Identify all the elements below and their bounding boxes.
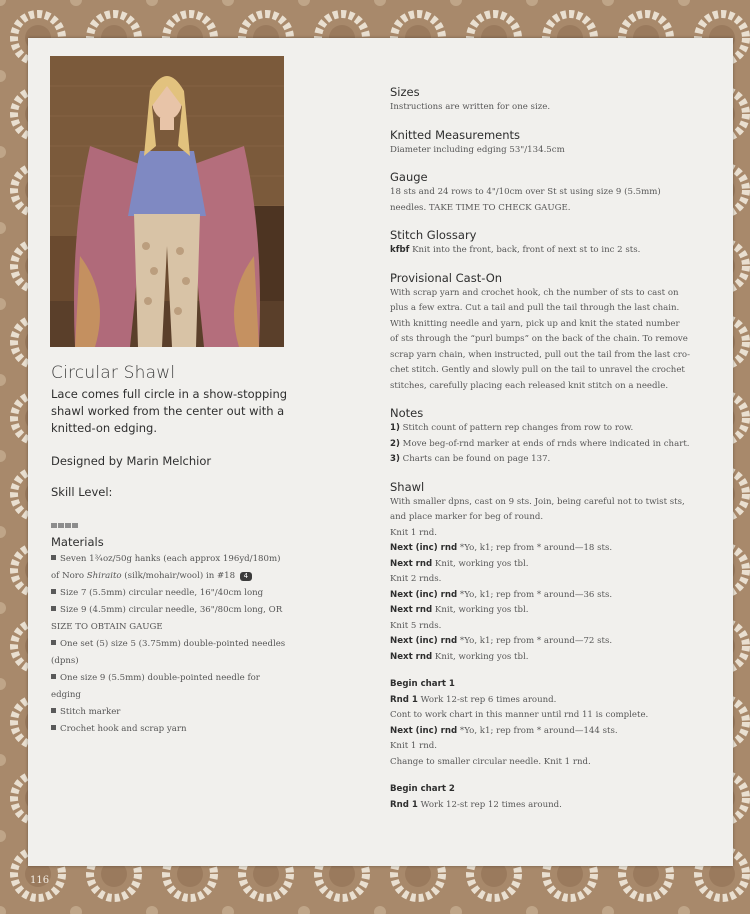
list-item: Size 7 (5.5mm) circular needle, 16"/40cm long — [51, 585, 313, 602]
skill-box-icon — [58, 523, 64, 528]
bullet-square-icon — [51, 640, 56, 645]
bullet-square-icon — [51, 606, 56, 611]
bullet-square-icon — [51, 708, 56, 713]
designer-credit: Designed by Marin Melchior — [51, 454, 212, 468]
notes-section — [390, 405, 720, 468]
chart2-heading: Begin chart 2 — [390, 784, 455, 794]
section-heading: Stitch Glossary — [390, 228, 477, 242]
sizes-section: Sizes Instructions are written for one size. — [390, 84, 720, 116]
cast-on-section: Provisional Cast-On With scrap yarn and crochet hook, ch the number of sts to cast on plus a few extra. Cut a tail and pull the tail through the last chain. With knitting needle and yarn, pick up and knit the stated number of sts through the “purl bumps” on the back of the chain. To remove scrap yarn chain, when instructed, pull out the tail from the last cro- chet stitch. Gently and slowly pull on the tail to unravel the crochet stitches, carefully placing each released knit stitch on a needle. — [390, 270, 720, 395]
skill-level-label: Skill Level: — [51, 485, 113, 499]
pattern-deck: Lace comes full circle in a show-stopping shawl worked from the center out with a knitted-on edging. — [51, 387, 288, 435]
model-photo — [50, 56, 284, 347]
list-item: One size 9 (5.5mm) double-pointed needle for edging — [51, 673, 260, 700]
section-heading: Provisional Cast-On — [390, 270, 503, 285]
list-item: Crochet hook and scrap yarn — [51, 721, 313, 738]
bullet-square-icon — [51, 555, 56, 560]
list-item: One set (5) size 5 (3.75mm) double-pointed needles (dpns) — [51, 639, 286, 666]
skill-level-indicator — [51, 513, 321, 521]
bullet-square-icon — [51, 725, 56, 730]
list-item: 2) Move beg-of-rnd marker at ends of rnds where indicated in chart. — [390, 438, 690, 449]
list-item: Stitch marker — [51, 704, 313, 721]
pattern-title: Circular Shawl — [51, 363, 176, 383]
materials-heading: Materials — [51, 535, 104, 549]
section-heading: Gauge — [390, 170, 428, 184]
chart1-heading: Begin chart 1 — [390, 679, 455, 689]
skill-box-icon — [51, 523, 57, 528]
shawl-section: Shawl With smaller dpns, cast on 9 sts. Join, being careful not to twist sts, and place marker for beg of round. Knit 1 rnd. Next (inc) rnd *Yo, k1; rep from * around—18 sts. Next rnd Knit, working yos tbl. Knit 2 rnds. Next (inc) rnd *Yo, k1; rep from * around—36 sts. Next rnd Knit, working yos tbl. Knit 5 rnds. Next (inc) rnd *Yo, k1; rep from * around—72 sts. Next rnd Knit, working yos tbl. Begin chart 1 Rnd 1 Work 12-st rep 6 times around. Cont to work chart in this manner until rnd 11 is complete. Next (inc) rnd *Yo, k1; rep from * around—144 sts. Knit 1 rnd. Change to smaller circular needle. Knit 1 rnd. Begin chart 2 Rnd 1 Work 12-st rep 12 times around. — [390, 479, 720, 814]
measurements-section: Knitted Measurements Diameter including edging 53"/134.5cm — [390, 127, 720, 159]
page-number: 116 — [30, 875, 50, 886]
bullet-square-icon — [51, 589, 56, 594]
materials-list — [51, 551, 313, 738]
section-heading: Notes — [390, 406, 424, 420]
section-heading: Sizes — [390, 85, 420, 99]
bullet-square-icon — [51, 674, 56, 679]
left-column — [51, 362, 321, 738]
yarn-weight-icon: 4 — [240, 572, 252, 581]
section-heading: Knitted Measurements — [390, 127, 521, 142]
list-item: 1) Stitch count of pattern rep changes from row to row. — [390, 423, 634, 433]
skill-box-icon — [65, 523, 71, 528]
glossary-section: Stitch Glossary kfbf Knit into the front, back, front of next st to inc 2 sts. — [390, 227, 720, 259]
skill-box-icon — [72, 523, 78, 528]
gauge-section: Gauge 18 sts and 24 rows to 4"/10cm over St st using size 9 (5.5mm) needles. TAKE TIME TO CHECK GAUGE. — [390, 169, 720, 216]
list-item: Seven 1¾oz/50g hanks (each approx 196yd/180m) of Noro Shiraito (silk/mohair/wool) in #18 4 — [51, 554, 281, 581]
right-column — [390, 84, 720, 824]
section-heading: Shawl — [390, 479, 425, 494]
list-item: Size 9 (4.5mm) circular needle, 36"/80cm long, OR SIZE TO OBTAIN GAUGE — [51, 605, 283, 632]
list-item: 3) Charts can be found on page 137. — [390, 454, 551, 464]
